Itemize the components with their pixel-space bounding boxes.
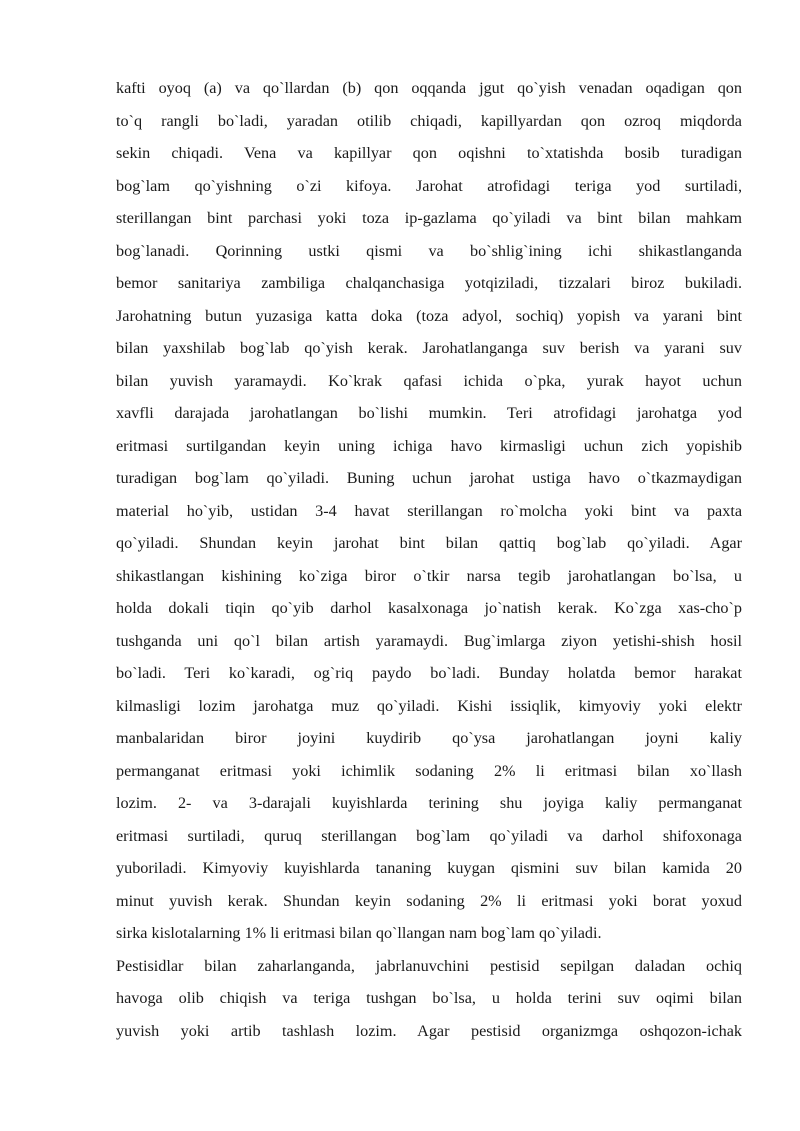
text-line: turadigan bog`lam qo`yiladi. Buning uchun jarohat ustiga havo o`tkazmaydigan <box>116 469 742 487</box>
text-line: eritmasi surtilgandan keyin uning ichiga havo kirmasligi uchun zich yopishib <box>116 436 742 455</box>
text-line: yuvish yoki artib tashlash lozim. Agar pestisid organizmga oshqozon-ichak <box>116 1021 742 1040</box>
text-line: shikastlangan kishining ko`ziga biror o`tkir narsa tegib jarohatlangan bo`lsa, u <box>116 566 742 585</box>
text-line: bemor sanitariya zambiliga chalqanchasiga yotqiziladi, tizzalari biroz bukiladi. <box>116 274 742 292</box>
text-line: kilmasligi lozim jarohatga muz qo`yiladi. Kishi issiqlik, kimyoviy yoki elektr <box>116 696 742 715</box>
paragraph-pesticides <box>116 950 742 1048</box>
text-line: to`q rangli bo`ladi, yaradan otilib chiqadi, kapillyardan qon ozroq miqdorda <box>116 111 742 130</box>
text-line: bo`ladi. Teri ko`karadi, og`riq paydo bo`ladi. Bunday holatda bemor harakat <box>116 664 742 682</box>
text-line: tushganda uni qo`l bilan artish yaramaydi. Bug`imlarga ziyon yetishi-shish hosil <box>116 631 742 650</box>
document-page <box>116 72 742 1047</box>
text-line: yuboriladi. Kimyoviy kuyishlarda tananing kuygan qismini suv bilan kamida 20 <box>116 859 742 877</box>
text-line: eritmasi surtiladi, quruq sterillangan bog`lam qo`yiladi va darhol shifoxonaga <box>116 826 742 845</box>
text-line: Jarohatning butun yuzasiga katta doka (toza adyol, sochiq) yopish va yarani bint <box>116 306 742 325</box>
text-line: havoga olib chiqish va teriga tushgan bo`lsa, u holda terini suv oqimi bilan <box>116 989 742 1007</box>
text-line: holda dokali tiqin qo`yib darhol kasalxonaga jo`natish kerak. Ko`zga xas-cho`p <box>116 599 742 617</box>
text-line: bilan yaxshilab bog`lab qo`yish kerak. Jarohatlanganga suv berish va yarani suv <box>116 339 742 357</box>
text-line: qo`yiladi. Shundan keyin jarohat bint bilan qattiq bog`lab qo`yiladi. Agar <box>116 534 742 552</box>
text-line: bilan yuvish yaramaydi. Ko`krak qafasi ichida o`pka, yurak hayot uchun <box>116 371 742 390</box>
text-line: sirka kislotalarning 1% li eritmasi bilan qo`llangan nam bog`lam qo`yiladi. <box>116 924 602 942</box>
text-line: material ho`yib, ustidan 3-4 havat sterillangan ro`molcha yoki bint va paxta <box>116 501 742 520</box>
text-line: minut yuvish kerak. Shundan keyin sodaning 2% li eritmasi yoki borat yoxud <box>116 891 742 910</box>
text-line: kafti oyoq (a) va qo`llardan (b) qon oqqanda jgut qo`yish venadan oqadigan qon <box>116 79 742 97</box>
text-line: xavfli darajada jarohatlangan bo`lishi mumkin. Teri atrofidagi jarohatga yod <box>116 404 742 422</box>
text-line: manbalaridan biror joyini kuydirib qo`ysa jarohatlangan joyni kaliy <box>116 729 742 747</box>
text-line: bog`lam qo`yishning o`zi kifoya. Jarohat atrofidagi teriga yod surtiladi, <box>116 176 742 195</box>
text-line: lozim. 2- va 3-darajali kuyishlarda terining shu joyiga kaliy permanganat <box>116 794 742 812</box>
text-line: permanganat eritmasi yoki ichimlik sodaning 2% li eritmasi bilan xo`llash <box>116 761 742 780</box>
text-line: sekin chiqadi. Vena va kapillyar qon oqishni to`xtatishda bosib turadigan <box>116 144 742 162</box>
text-line: bog`lanadi. Qorinning ustki qismi va bo`shlig`ining ichi shikastlanganda <box>116 241 742 260</box>
text-line: Pestisidlar bilan zaharlanganda, jabrlanuvchini pestisid sepilgan daladan ochiq <box>116 956 742 975</box>
text-line: sterillangan bint parchasi yoki toza ip-gazlama qo`yiladi va bint bilan mahkam <box>116 209 742 227</box>
paragraph-first-aid <box>116 72 742 950</box>
